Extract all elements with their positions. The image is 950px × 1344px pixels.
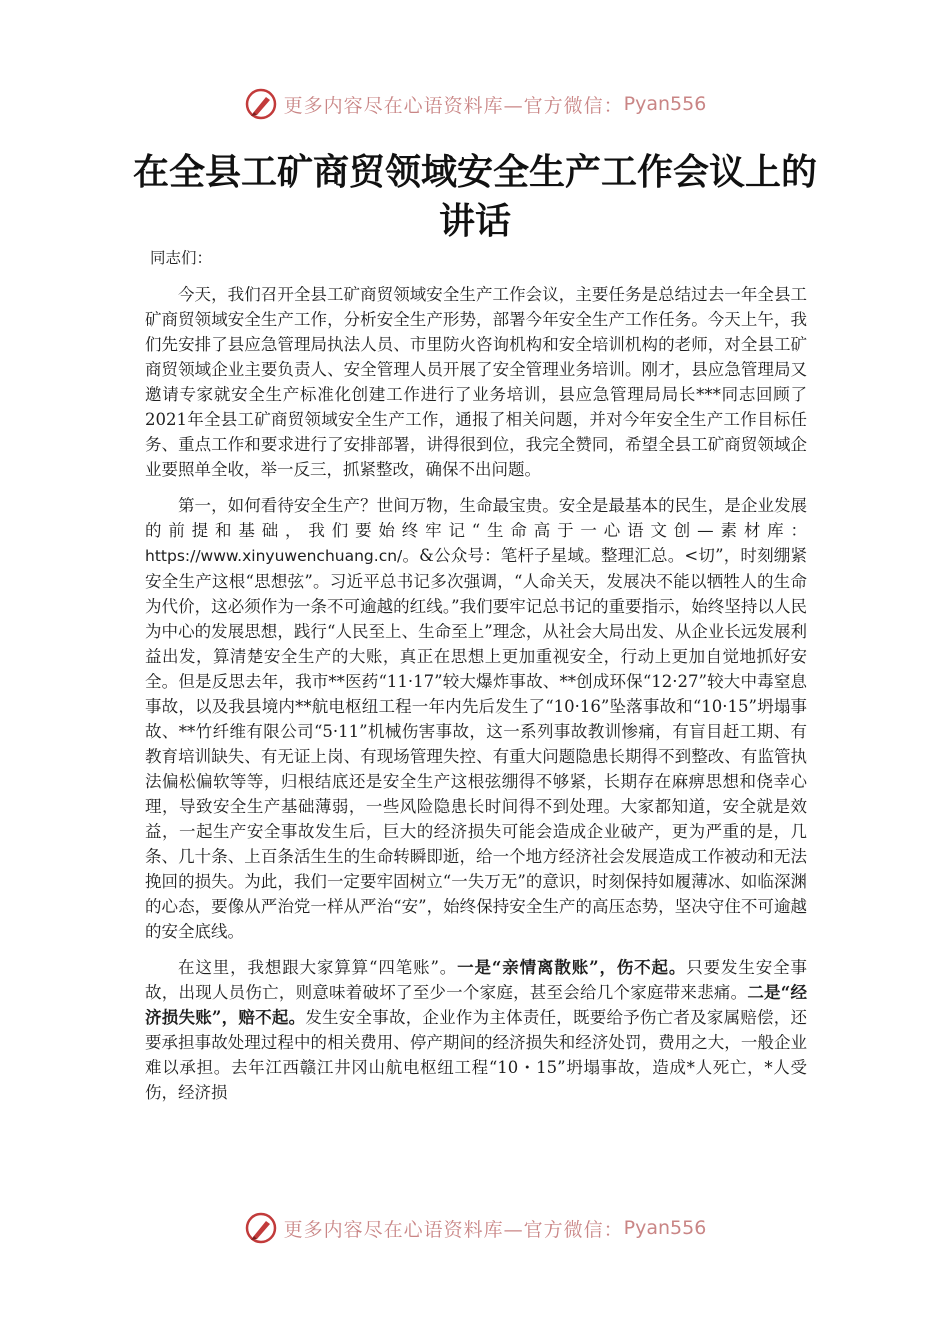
document-body bbox=[145, 282, 807, 1116]
point-two-text: 发生安全事故，企业作为主体责任，既要给予伤亡者及家属赔偿，还要承担事故处理过程中的相关费用、停产期间的经济损失和经济处罚，费用之大，一般企业难以承担。去年江西赣江井冈山航电枢纽工程“10・15”坍塌事故，造成*人死亡，*人受伤，经济损 bbox=[145, 1008, 808, 1102]
salutation: 同志们： bbox=[150, 249, 213, 267]
paragraph-3 bbox=[145, 955, 807, 1105]
source-url: https://www.xinyuwenchuang.cn/ bbox=[145, 547, 403, 565]
banner-wechat-id: Pyan556 bbox=[623, 93, 707, 115]
paragraph-3-intro: 在这里，我想跟大家算算“四笔账”。 bbox=[178, 958, 458, 977]
pen-nib-logo-icon bbox=[244, 87, 278, 121]
paragraph-2 bbox=[145, 493, 807, 944]
document-title: 在全县工矿商贸领域安全生产工作会议上的讲话 bbox=[132, 152, 817, 242]
banner-text: 更多内容尽在心语资料库—官方微信： bbox=[283, 94, 624, 117]
paragraph-2-text-b: 。&公众号：笔杆子星域。整理汇总。<切”，时刻绷紧安全生产这根“思想弦”。习近平总书记多次强调，“人命关天，发展决不能以牺牲人的生命为代价，这必须作为一条不可逾越的红线。”我们要牢记总书记的重要指示，始终坚持以人民为中心的发展思想，践行“人民至上、生命至上”理念，从社会大局出发、从企业长远发展利益出发，算清楚安全生产的大账，真正在思想上更加重视安全，行动上更加自觉地抓好安全。但是反思去年，我市**医药“11·17”较大爆炸事故、**创成环保“12·27”较大中毒窒息事故，以及我县境内**航电枢纽工程一年内先后发生了“10·16”坠落事故和“10·15”坍塌事故、**竹纤维有限公司“5·11”机械伤害事故，这一系列事故教训惨痛，有盲目赶工期、有教育培训缺失、有无证上岗、有现场管理失控、有重大问题隐患长期得不到整改、有监管执法偏松偏软等等，归根结底还是安全生产这根弦绷得不够紧，长期存在麻痹思想和侥幸心理，导致安全生产基础薄弱，一些风险隐患长时间得不到处理。大家都知道，安全就是效益，一起生产安全事故发生后，巨大的经济损失可能会造成企业破产，更为严重的是，几条、几十条、上百条活生生的生命转瞬即逝，给一个地方经济社会发展造成工作被动和无法挽回的损失。为此，我们一定要牢固树立“一失万无”的意识，时刻保持如履薄冰、如临深渊的心态，要像从严治党一样从严治“安”，始终保持安全生产的高压态势，坚决守住不可逾越的安全底线。 bbox=[145, 546, 807, 941]
banner-text: 更多内容尽在心语资料库—官方微信： bbox=[283, 1218, 624, 1241]
point-one-heading: 一是“亲情离散账”，伤不起。 bbox=[457, 958, 687, 977]
paragraph-1: 今天，我们召开全县工矿商贸领域安全生产工作会议，主要任务是总结过去一年全县工矿商贸领域安全生产工作，分析安全生产形势，部署今年安全生产工作任务。今天上午，我们先安排了县应急管理局执法人员、市里防火咨询机构和安全培训机构的老师，对全县工矿商贸领域企业主要负责人、安全管理人员开展了安全管理业务培训。刚才，县应急管理局又邀请专家就安全生产标准化创建工作进行了业务培训，县应急管理局局长***同志回顾了2021年全县工矿商贸领域安全生产工作，通报了相关问题，并对今年安全生产工作目标任务、重点工作和要求进行了安排部署，讲得很到位，我完全赞同，希望全县工矿商贸领域企业要照单全收，举一反三，抓紧整改，确保不出问题。 bbox=[145, 285, 807, 479]
footer-banner bbox=[0, 1208, 950, 1248]
banner-wechat-id: Pyan556 bbox=[623, 1217, 707, 1239]
point-two-heading: 二是“经济损失账”，赔不起。 bbox=[145, 983, 807, 1027]
point-one-text: 只要发生安全事故，出现人员伤亡，则意味着破坏了至少一个家庭，甚至会给几个家庭带来悲痛。 bbox=[145, 958, 808, 1002]
paragraph-2-text-a: 第一，如何看待安全生产？世间万物，生命最宝贵。安全是最基本的民生，是企业发展的前提和基础，我们要始终牢记“生命高于一心语文创—素材库： bbox=[145, 496, 807, 540]
header-banner bbox=[0, 84, 950, 124]
pen-nib-logo-icon bbox=[244, 1211, 278, 1245]
